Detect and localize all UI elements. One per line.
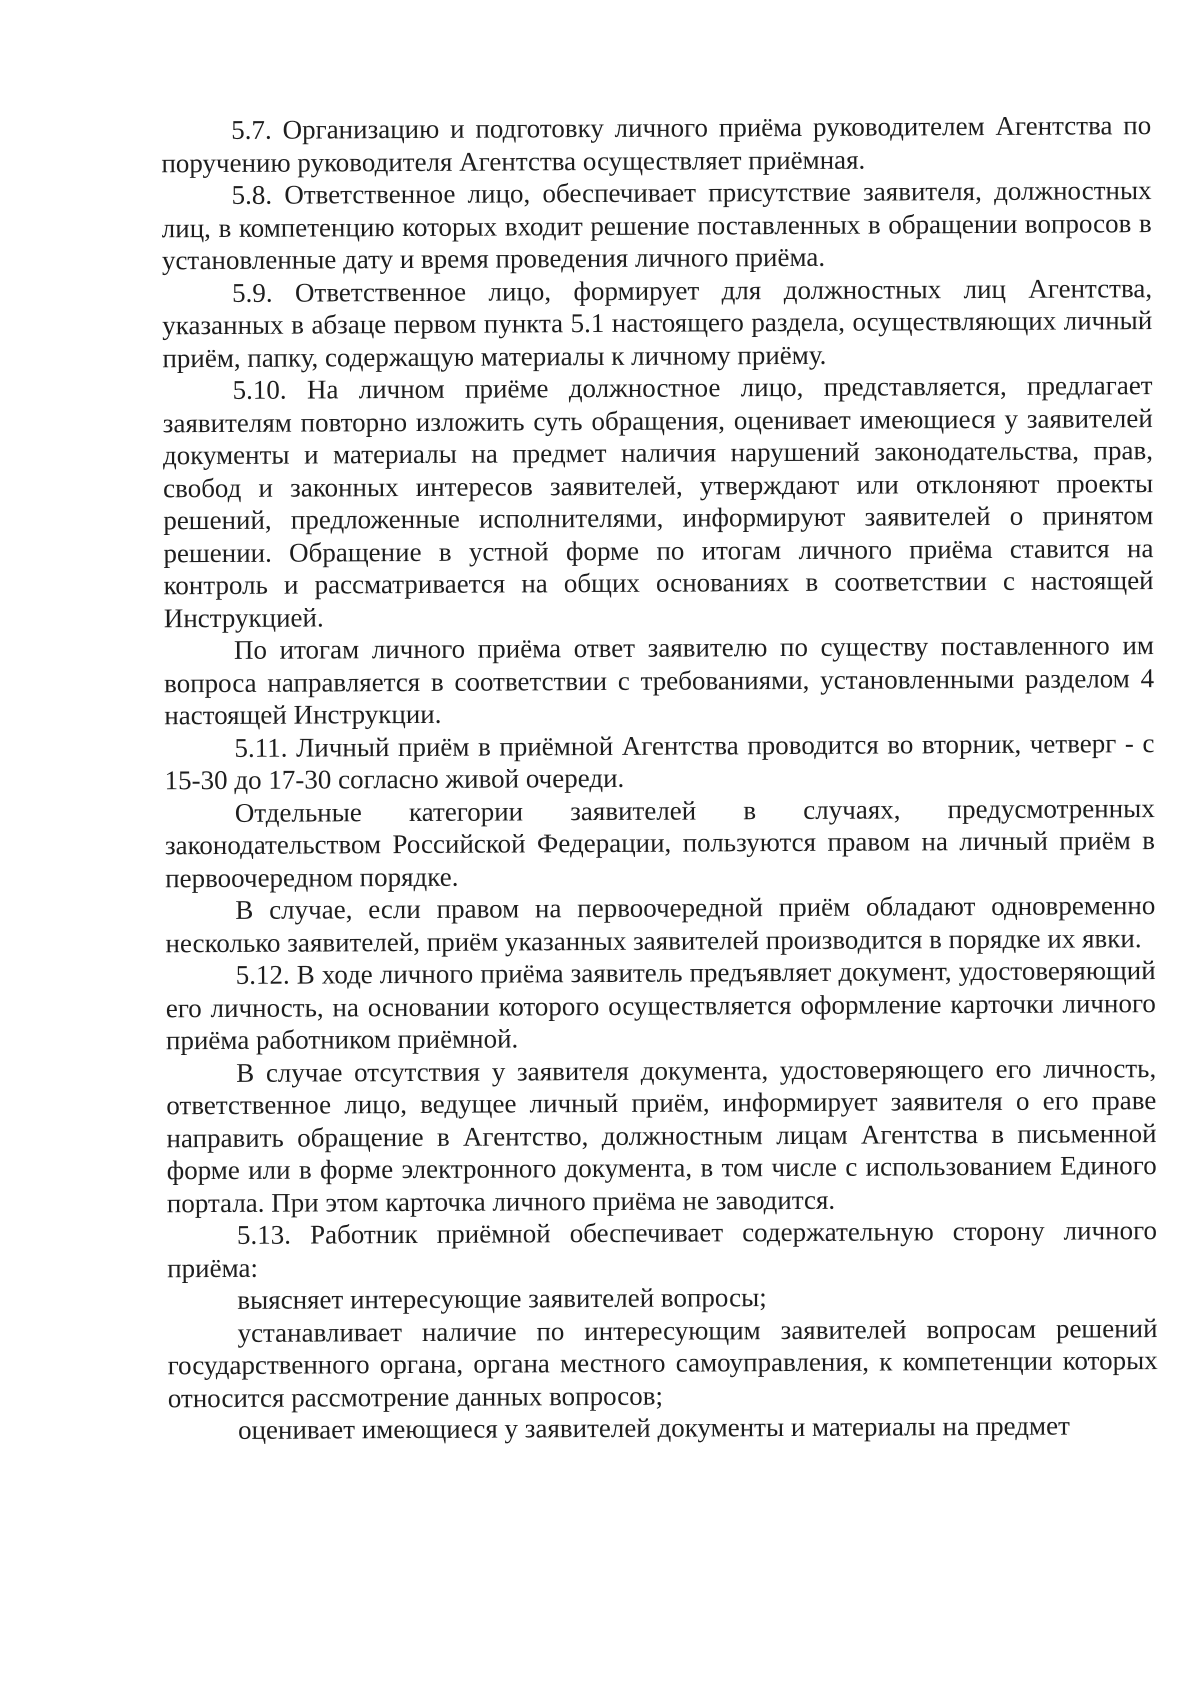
list-item-establishes: устанавливает наличие по интересующим заявителей вопросам решений государственного органа, органа местного самоуправления, к компетенции которых относится рассмотрение данных вопросов; (167, 1312, 1158, 1413)
paragraph-5-10-answer: По итогам личного приёма ответ заявителю по существу поставленного им вопроса направляется в соответствии с требованиями, установленными разделом 4 настоящей Инструкции. (164, 630, 1155, 731)
paragraph-5-9: 5.9. Ответственное лицо, формирует для должностных лиц Агентства, указанных в абзаце первом пункта 5.1 настоящего раздела, осуществляющих личный приём, папку, содержащую материалы к личному приёму. (162, 272, 1153, 373)
list-item-clarifies: выясняет интересующие заявителей вопросы; (237, 1282, 767, 1315)
paragraph-5-11-priority: Отдельные категории заявителей в случаях, предусмотренных законодательством Российской Федерации, пользуются правом на личный приём в первоочередном порядке. (164, 792, 1156, 893)
paragraph-5-11-order: В случае, если правом на первоочередной приём обладают одновременно несколько заявителей, приём указанных заявителей производится в порядке их явки. (165, 890, 1156, 958)
paragraph-5-12-no-document: В случае отсутствия у заявителя документа, удостоверяющего его личность, ответственное лицо, ведущее личный приём, информирует заявителя о его праве направить обращение в Агентство, должностным лицам Агентства в письменной форме или в форме электронного документа, в том числе с использованием Единого портала. При этом карточка личного приёма не заводится. (166, 1052, 1157, 1218)
document-body (161, 109, 1158, 1447)
paragraph-5-7: 5.7. Организацию и подготовку личного приёма руководителем Агентства по поручению руководителя Агентства осуществляет приёмная. (161, 110, 1152, 178)
list-item-evaluates: оценивает имеющиеся у заявителей документы и материалы на предмет (237, 1410, 1070, 1445)
paragraph-5-12: 5.12. В ходе личного приёма заявитель предъявляет документ, удостоверяющий его личность, на основании которого осуществляется оформление карточки личного приёма работником приёмной. (165, 955, 1156, 1056)
paragraph-5-11: 5.11. Личный приём в приёмной Агентства проводится во вторник, четверг - с 15-30 до 17-30 согласно живой очереди. (164, 727, 1155, 796)
paragraph-5-8: 5.8. Ответственное лицо, обеспечивает присутствие заявителя, должностных лиц, в компетенцию которых входит решение поставленных в обращении вопросов в установленные дату и время проведения личного приёма. (161, 175, 1152, 276)
paragraph-5-13: 5.13. Работник приёмной обеспечивает содержательную сторону личного приёма: (167, 1215, 1158, 1283)
paragraph-5-10: 5.10. На личном приёме должностное лицо, представляется, предлагает заявителям повторно изложить суть обращения, оценивает имеющиеся у заявителей документы и материалы на предмет наличия нарушений законодательства, прав, свобод и законных интересов заявителей, утверждают или отклоняют проекты решений, предложенные исполнителями, информируют заявителей о принятом решении. Обращение в устной форме по итогам личного приёма ставится на контроль и рассматривается на общих основаниях в соответствии с настоящей Инструкцией. (162, 370, 1154, 633)
